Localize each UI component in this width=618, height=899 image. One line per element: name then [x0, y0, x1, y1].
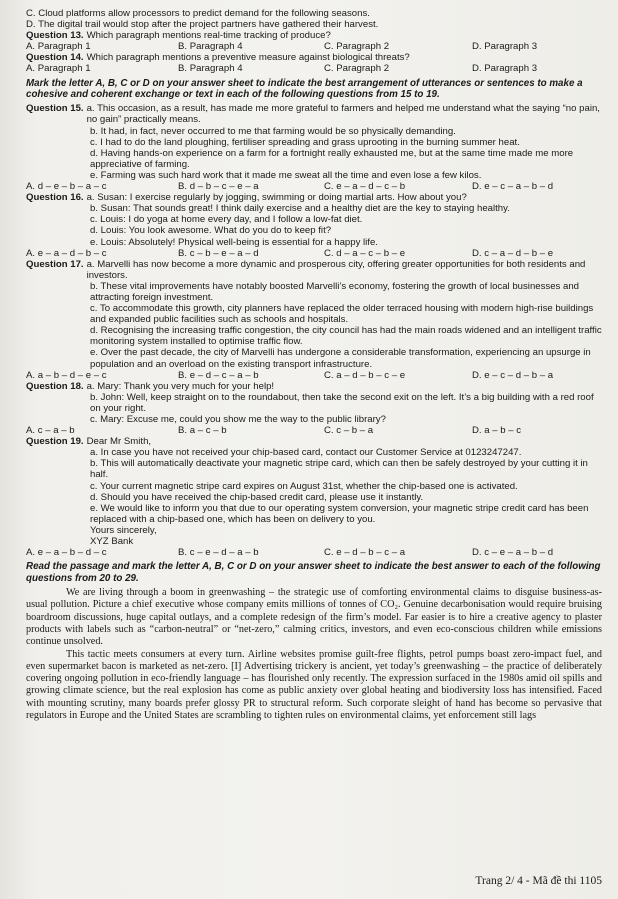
- q16-a: a. Susan: I exercise regularly by jogging, swimming or doing martial arts. How about you?: [86, 192, 467, 204]
- q19-option-b[interactable]: B. c – e – d – a – b: [178, 547, 259, 559]
- q19-options: [26, 547, 602, 558]
- q17-e: e. Over the past decade, the city of Marvelli has undergone a considerable transformation, experiencing an upsurge in population and an overload on the existing transport infrastructure.: [90, 347, 591, 370]
- q13-stem: [26, 30, 602, 41]
- q14-option-b[interactable]: B. Paragraph 4: [178, 63, 243, 75]
- q18-c: c. Mary: Excuse me, could you show me the way to the public library?: [90, 414, 386, 425]
- q16-options: [26, 248, 602, 259]
- q17-options: [26, 370, 602, 381]
- q15-c: c. I had to do the land ploughing, fertiliser spreading and grass uprooting in the burning summer heat.: [90, 136, 520, 148]
- q18-option-b[interactable]: B. a – c – b: [178, 425, 227, 437]
- q18-a: a. Mary: Thank you very much for your help!: [86, 380, 275, 392]
- q18-option-a[interactable]: A. c – a – b: [26, 425, 75, 437]
- page-footer: Trang 2/ 4 - Mã đề thi 1105: [475, 875, 602, 887]
- q14-label: Question 14.: [26, 52, 84, 64]
- q15-a: a. This occasion, as a result, has made me more grateful to farmers and helped me understand what the saying “no pain, no gain” practically means.: [86, 103, 600, 126]
- q14-stem: [26, 52, 602, 63]
- q17-option-b[interactable]: B. e – d – c – a – b: [178, 369, 259, 381]
- q19-e: e. We would like to inform you that due to our operating system conversion, your magnetic stripe credit card has been replaced with a chip-based one, which has been on delivery to you.: [90, 502, 589, 525]
- q19-d: d. Should you have received the chip-based credit card, please use it instantly.: [90, 491, 424, 503]
- q16-option-c[interactable]: C. d – a – c – b – e: [324, 247, 406, 259]
- q17-option-a[interactable]: A. a – b – d – e – c: [26, 369, 107, 381]
- q19-greeting-line: [26, 436, 602, 447]
- q19-greeting: Dear Mr Smith,: [86, 436, 152, 448]
- q19-option-c[interactable]: C. e – d – b – c – a: [324, 547, 406, 559]
- q15-options: [26, 181, 602, 192]
- q16-b: b. Susan: That sounds great! I think daily exercise and a healthy diet are the key to staying healthy.: [90, 203, 510, 215]
- q17-option-d[interactable]: D. e – c – d – b – a: [472, 369, 554, 381]
- q14-option-d[interactable]: D. Paragraph 3: [472, 63, 538, 75]
- q16-option-a[interactable]: A. e – a – d – b – c: [26, 247, 107, 259]
- passage-paragraph-2: This tactic meets consumers at every turn. Airline websites promise guilt-free flights, petrol pumps boast zero-impact fuel, and even supermarket bacon is marketed as net-zero. [I] Advertising trickery is ancient, yet today’s greenwashing – the practice of deliberately covering ongoing pollution in eco-friendly language – has flourished only recently. The expression surfaced in the 1980s amid oil spills and growing climate science, but the real explosion has come as public anxiety over global heating and biodiversity loss has intensified. Faced with mounting scrutiny, many boards prefer glossy PR to structural reform. Such corporate sleight of hand has become so pervasive that regulators in Europe and the United States are scrambling to tighten rules on environmental claims, yet enforcement still lags: [26, 648, 602, 721]
- q18-option-c[interactable]: C. c – b – a: [324, 425, 374, 437]
- q19-b: b. This will automatically deactivate your magnetic stripe card, which can then be safely destroyed by your cutting it in half.: [90, 458, 588, 481]
- q15-label: Question 15.: [26, 103, 84, 115]
- q15-b: b. It had, in fact, never occurred to me that farming would be so physically demanding.: [90, 125, 456, 137]
- q14-text: Which paragraph mentions a preventive measure against biological threats?: [86, 52, 410, 64]
- instruction-20-29: Read the passage and mark the letter A, B, C or D on your answer sheet to indicate the best answer to each of the following questions from 20 to 29.: [26, 561, 601, 584]
- q15-option-d[interactable]: D. e – c – a – b – d: [472, 181, 554, 193]
- q13-option-a[interactable]: A. Paragraph 1: [26, 41, 91, 53]
- q18-label: Question 18.: [26, 380, 84, 392]
- q14-option-c[interactable]: C. Paragraph 2: [324, 63, 390, 75]
- q17-b: b. These vital improvements have notably boosted Marvelli’s economy, fostering the growth of local businesses and attracting foreign investment.: [90, 280, 580, 303]
- q17-line-a: [26, 259, 602, 281]
- q13-text: Which paragraph mentions real-time tracking of produce?: [86, 30, 331, 42]
- q15-e: e. Farming was such hard work that it made me sweat all the time and even lose a few kilos.: [90, 169, 482, 181]
- q19-label: Question 19.: [26, 436, 84, 448]
- q19-option-a[interactable]: A. e – a – b – d – c: [26, 547, 107, 559]
- q17-a: a. Marvelli has now become a more dynamic and prosperous city, offering greater opportunities for both residents and investors.: [86, 258, 586, 281]
- q18-option-d[interactable]: D. a – b – c: [472, 425, 522, 437]
- q13-option-b[interactable]: B. Paragraph 4: [178, 41, 243, 53]
- q19-a: a. In case you have not received your chip-based card, contact our Customer Service at 0123247247.: [90, 447, 522, 459]
- q18-options: [26, 425, 602, 436]
- q15-d: d. Having hands-on experience on a farm for a fortnight really exhausted me, but at the same time made me more appreciative of farming.: [90, 147, 574, 170]
- q15-option-b[interactable]: B. d – b – c – e – a: [178, 181, 259, 193]
- q16-c: c. Louis: I do yoga at home every day, and I follow a low-fat diet.: [90, 214, 363, 226]
- q13-options: [26, 41, 602, 52]
- q16-option-b[interactable]: B. c – b – e – a – d: [178, 247, 259, 259]
- q17-d: d. Recognising the increasing traffic congestion, the city council has had the main roads widened and an intelligent traffic monitoring system installed to optimise traffic flow.: [90, 325, 602, 348]
- q16-option-d[interactable]: D. c – a – d – b – e: [472, 247, 554, 259]
- q13-option-d[interactable]: D. Paragraph 3: [472, 41, 538, 53]
- q17-c: c. To accommodate this growth, city planners have replaced the older terraced housing with modern high-rise buildings and expanded public facilities such as schools and hospitals.: [90, 303, 594, 326]
- q19-closing: Yours sincerely,: [90, 524, 157, 536]
- q12-option-d: D. The digital trail would stop after the project partners have gathered their harvest.: [26, 19, 379, 31]
- q14-option-a[interactable]: A. Paragraph 1: [26, 63, 91, 75]
- q13-option-c[interactable]: C. Paragraph 2: [324, 41, 390, 53]
- q18-line-a: [26, 381, 602, 392]
- q15-option-c[interactable]: C. e – a – d – c – b: [324, 181, 406, 193]
- q17-label: Question 17.: [26, 258, 84, 270]
- q15-line-a: [26, 103, 602, 125]
- passage-paragraph-1: We are living through a boom in greenwashing – the strategic use of comforting environmental claims to disguise business-as-usual pollution. Picture a chief executive whose company emits millions of tonnes of CO₂. Genuine decarbonisation would require bruising boardroom discussions, huge capital outlays, and a complete redesign of the firm’s model. Far easier is to hire a creative agency to plaster products with labels such as “carbon-neutral” or “net-zero,” calming critics, investors, and even eco-conscious children while emissions continue unsolved.: [26, 587, 602, 648]
- q16-d: d. Louis: You look awesome. What do you do to keep fit?: [90, 225, 332, 237]
- q19-option-d[interactable]: D. c – e – a – b – d: [472, 547, 554, 559]
- q16-e: e. Louis: Absolutely! Physical well-being is essential for a happy life.: [90, 236, 378, 248]
- q16-line-a: [26, 192, 602, 203]
- q15-option-a[interactable]: A. d – e – b – a – c: [26, 181, 107, 193]
- q12-option-c: C. Cloud platforms allow processors to predict demand for the following seasons.: [26, 8, 370, 19]
- instruction-15-19: Mark the letter A, B, C or D on your answer sheet to indicate the best arrangement of utterances or sentences to make a cohesive and coherent exchange or text in each of the following questions from 15 to 19.: [26, 77, 583, 100]
- exam-content: [26, 8, 602, 722]
- q16-label: Question 16.: [26, 192, 84, 204]
- q18-b: b. John: Well, keep straight on to the roundabout, then take the second exit on the left. It’s a big building with a red roof on your right.: [90, 391, 594, 414]
- q13-label: Question 13.: [26, 30, 84, 42]
- q19-sender: XYZ Bank: [90, 536, 134, 548]
- q14-options: [26, 63, 602, 74]
- q17-option-c[interactable]: C. a – d – b – c – e: [324, 369, 406, 381]
- q19-c: c. Your current magnetic stripe card expires on August 31st, whether the chip-based one is activated.: [90, 480, 518, 492]
